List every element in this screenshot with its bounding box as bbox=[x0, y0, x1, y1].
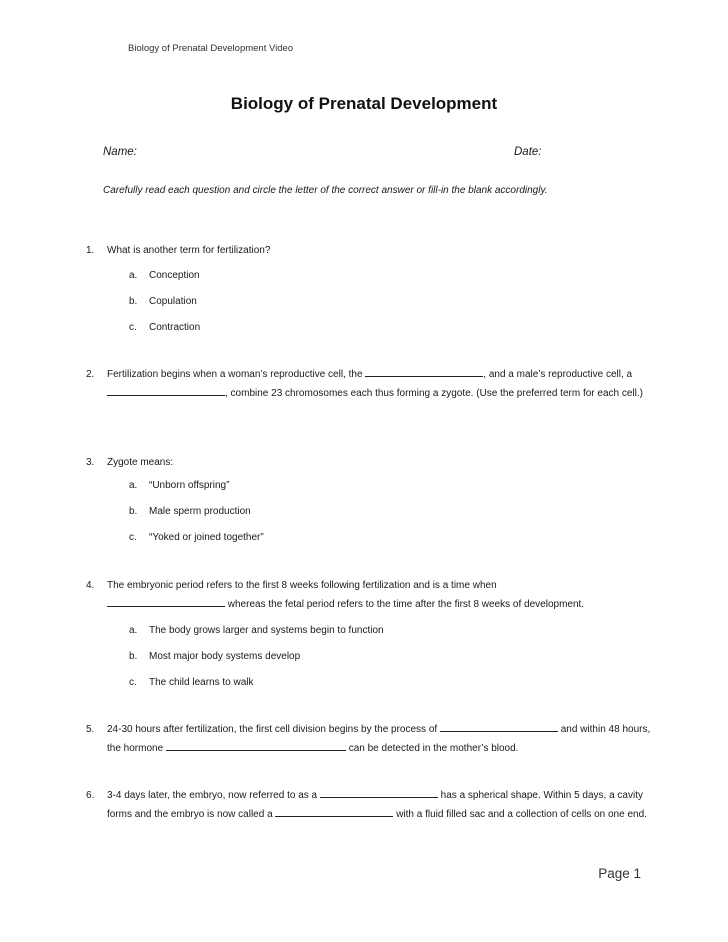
question-text: , and a male’s reproductive cell, a bbox=[483, 369, 633, 380]
option-letter: a. bbox=[129, 270, 138, 281]
question-5 bbox=[86, 721, 656, 758]
option-1b[interactable] bbox=[129, 296, 197, 307]
answer-blank-process[interactable] bbox=[440, 721, 558, 732]
option-letter: b. bbox=[129, 506, 138, 517]
question-text: whereas the fetal period refers to the time after the first 8 weeks of development. bbox=[225, 598, 585, 610]
question-4 bbox=[86, 577, 656, 614]
question-text: , combine 23 chromosomes each thus forming a zygote. (Use the preferred term for each cell.) bbox=[225, 387, 643, 399]
option-letter: a. bbox=[129, 625, 138, 636]
option-text: “Unborn offspring” bbox=[149, 480, 230, 491]
answer-blank-morula[interactable] bbox=[320, 787, 438, 798]
question-3 bbox=[86, 454, 656, 473]
question-number: 5. bbox=[86, 724, 95, 735]
answer-blank-hormone[interactable] bbox=[166, 740, 346, 751]
option-text: Contraction bbox=[149, 322, 201, 333]
question-number: 6. bbox=[86, 790, 95, 801]
option-text: Male sperm production bbox=[149, 506, 251, 517]
question-text: 24-30 hours after fertilization, the first cell division begins by the process of bbox=[107, 724, 440, 735]
instructions: Carefully read each question and circle the letter of the correct answer or fill-in the blank accordingly. bbox=[103, 185, 548, 196]
option-3a[interactable] bbox=[129, 480, 229, 491]
answer-blank-egg[interactable] bbox=[365, 366, 483, 377]
name-label: Name: bbox=[103, 146, 137, 158]
question-text: Fertilization begins when a woman’s reproductive cell, the bbox=[107, 369, 366, 380]
question-text: The embryonic period refers to the first 8 weeks following fertilization and is a time when bbox=[107, 580, 497, 591]
answer-blank-embryonic[interactable] bbox=[107, 596, 225, 607]
question-2 bbox=[86, 366, 656, 403]
option-letter: a. bbox=[129, 480, 138, 491]
option-4b[interactable] bbox=[129, 651, 300, 662]
question-number: 4. bbox=[86, 580, 95, 591]
option-letter: c. bbox=[129, 677, 137, 688]
option-letter: b. bbox=[129, 296, 138, 307]
question-number: 2. bbox=[86, 369, 95, 380]
page-title: Biology of Prenatal Development bbox=[230, 94, 498, 113]
option-3b[interactable] bbox=[129, 506, 251, 517]
option-1c[interactable] bbox=[129, 322, 200, 333]
option-text: Copulation bbox=[149, 296, 197, 307]
question-text: has a spherical shape. Within 5 days, a cavity forms and the embryo is now called a bbox=[107, 790, 643, 820]
question-number: 3. bbox=[86, 457, 95, 468]
option-4c[interactable] bbox=[129, 677, 254, 688]
question-1 bbox=[86, 242, 656, 261]
option-letter: b. bbox=[129, 651, 138, 662]
answer-blank-sperm[interactable] bbox=[107, 385, 225, 396]
question-text: Zygote means: bbox=[107, 457, 174, 468]
option-1a[interactable] bbox=[129, 270, 200, 281]
question-text: and within 48 hours, the hormone bbox=[107, 724, 651, 754]
option-4a[interactable] bbox=[129, 625, 384, 636]
question-text: with a fluid filled sac and a collection of cells on one end. bbox=[393, 808, 647, 820]
page-number: Page 1 bbox=[598, 866, 641, 881]
question-text: What is another term for fertilization? bbox=[107, 245, 271, 256]
option-letter: c. bbox=[129, 322, 137, 333]
option-text: The body grows larger and systems begin to function bbox=[149, 625, 384, 636]
question-text: can be detected in the mother’s blood. bbox=[345, 742, 519, 754]
running-header: Biology of Prenatal Development Video bbox=[128, 43, 294, 54]
question-text: 3-4 days later, the embryo, now referred to as a bbox=[107, 790, 320, 801]
option-letter: c. bbox=[129, 532, 137, 543]
answer-blank-blastocyst[interactable] bbox=[275, 806, 393, 817]
option-text: Conception bbox=[149, 270, 200, 281]
date-label: Date: bbox=[514, 146, 542, 158]
question-number: 1. bbox=[86, 245, 95, 256]
option-text: “Yoked or joined together” bbox=[149, 532, 264, 543]
option-text: The child learns to walk bbox=[149, 677, 254, 688]
option-3c[interactable] bbox=[129, 532, 264, 543]
option-text: Most major body systems develop bbox=[149, 651, 301, 662]
question-6 bbox=[86, 787, 656, 824]
